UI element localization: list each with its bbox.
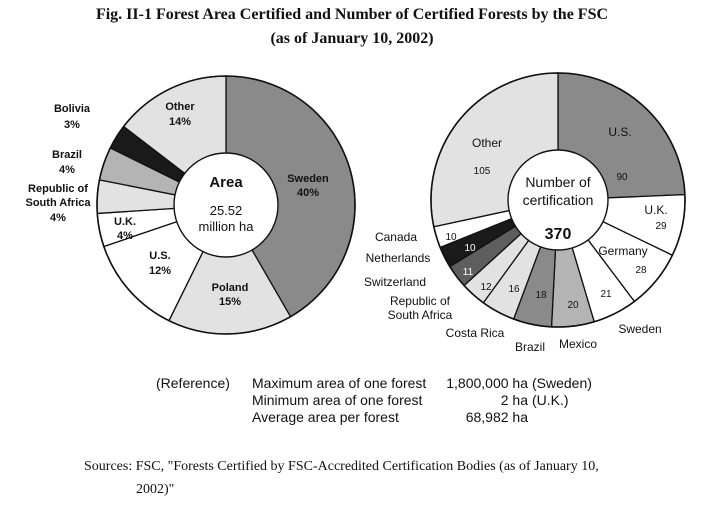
pie1-label-republic-of-south-africa-pct: 4% xyxy=(50,212,66,224)
pie2-label-germany-name: Germany xyxy=(598,244,648,258)
reference-note-min: (U.K.) xyxy=(532,392,569,408)
pie2-value-u-k: 29 xyxy=(655,221,667,232)
pie2-label-u-k-name: U.K. xyxy=(644,203,668,217)
pie2-value-other: 105 xyxy=(473,166,491,177)
pie2-label-brazil-name: Brazil xyxy=(514,340,546,354)
reference-heading: (Reference) xyxy=(156,375,230,391)
reference-label-max: Maximum area of one forest xyxy=(252,375,427,391)
pie2-label-other-name: Other xyxy=(471,136,503,150)
pie1-label-sweden-name: Sweden xyxy=(287,173,329,185)
pie1-label-bolivia-name: Bolivia xyxy=(53,103,91,115)
pie1-label-u-k-name: U.K. xyxy=(114,216,136,228)
pie2-value-germany: 28 xyxy=(635,265,647,276)
pie1-label-republic-of-south-africa-name: South Africa xyxy=(25,197,91,209)
pie2-value-republic-of-south-africa: 12 xyxy=(480,282,492,293)
pie2-label-republic-of-south-africa-name: South Africa xyxy=(387,308,453,322)
source-line-2: 2002)" xyxy=(136,482,175,497)
pie1-label-other-pct: 14% xyxy=(168,116,192,128)
pie1-label-sweden-pct: 40% xyxy=(296,187,320,199)
pie1-label-poland-pct: 15% xyxy=(218,296,242,308)
reference-value-min: 2 ha xyxy=(500,392,528,408)
pie2-value-brazil: 18 xyxy=(535,290,547,301)
pie2-value-costa-rica: 16 xyxy=(508,284,520,295)
reference-value-max: 1,800,000 ha xyxy=(446,375,528,391)
pie2-label-switzerland-name: Switzerland xyxy=(363,275,427,289)
pie2-value-mexico: 20 xyxy=(567,300,579,311)
pie1-label-brazil-pct: 4% xyxy=(59,164,75,176)
pie1-label-poland-name: Poland xyxy=(211,282,249,294)
reference-value-avg: 68,982 ha xyxy=(465,409,528,425)
pie2-label-canada-name: Canada xyxy=(374,230,418,244)
pie2-label-sweden-name: Sweden xyxy=(618,322,662,336)
pie2-center-line2: certification xyxy=(522,192,594,208)
pie1-label-u-s-pct: 12% xyxy=(148,265,172,277)
pie2-center-line1: Number of xyxy=(525,174,591,190)
pie2-center-total: 370 xyxy=(544,226,572,243)
pie2-label-mexico-name: Mexico xyxy=(558,337,598,351)
pie2-label-costa-rica-name: Costa Rica xyxy=(445,326,505,340)
pie1-label-other-name: Other xyxy=(165,101,195,113)
pie1-label-brazil-name: Brazil xyxy=(52,149,82,161)
pie1-label-u-k-pct: 4% xyxy=(117,230,133,242)
pie2-value-canada: 10 xyxy=(445,232,457,243)
pie1-label-bolivia-pct: 3% xyxy=(64,119,80,131)
chart-subtitle: (as of January 10, 2002) xyxy=(270,30,434,47)
pie1-center-unit: million ha xyxy=(198,219,254,234)
reference-label-avg: Average area per forest xyxy=(252,409,399,425)
pie2-label-republic-of-south-africa-name: Republic of xyxy=(389,294,451,308)
pie2-value-sweden: 21 xyxy=(600,289,612,300)
pie1-label-republic-of-south-africa-name: Republic of xyxy=(28,183,88,195)
pie2-value-switzerland: 11 xyxy=(462,267,474,278)
pie2-value-netherlands: 10 xyxy=(464,243,476,254)
source-line-1: Sources: FSC, "Forests Certified by FSC-Accredited Certification Bodies (as of January 10, xyxy=(84,459,599,474)
reference-note-max: (Sweden) xyxy=(532,375,592,391)
reference-label-min: Minimum area of one forest xyxy=(252,392,423,408)
pie2-value-u-s: 90 xyxy=(616,172,628,183)
chart-title: Fig. II-1 Forest Area Certified and Number of Certified Forests by the FSC xyxy=(95,6,609,23)
pie1-label-u-s-name: U.S. xyxy=(149,250,171,262)
pie1-center-value: 25.52 xyxy=(209,203,243,218)
pie1-center-title: Area xyxy=(209,174,243,191)
pie2-label-u-s-name: U.S. xyxy=(608,125,632,139)
pie2-label-netherlands-name: Netherlands xyxy=(365,251,431,265)
